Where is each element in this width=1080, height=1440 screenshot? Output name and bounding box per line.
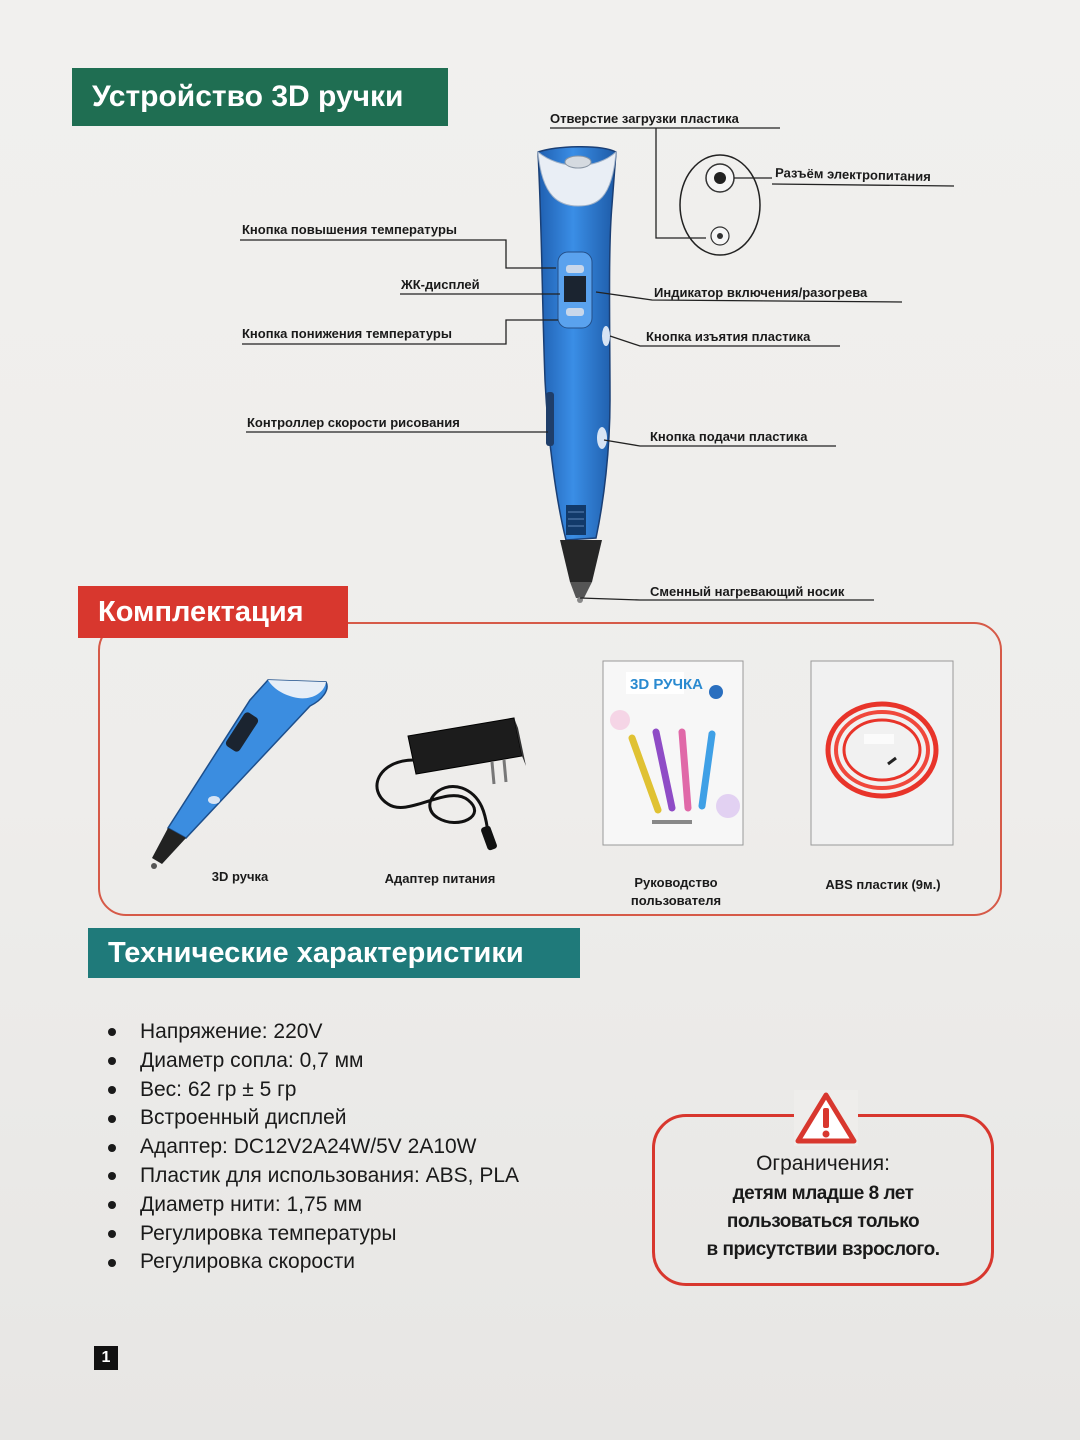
warning-line-2: пользоваться только: [726, 1211, 920, 1232]
label-temp-down: Кнопка понижения температуры: [242, 326, 452, 341]
page-number: 1: [94, 1346, 118, 1370]
spec-item: Пластик для использования: ABS, PLA: [104, 1162, 519, 1191]
section-title-kit: Комплектация: [78, 586, 348, 638]
label-filament-inlet: Отверстие загрузки пластика: [550, 111, 739, 126]
bullet-icon: [108, 1028, 116, 1036]
spec-item: Диаметр сопла: 0,7 мм: [104, 1047, 519, 1076]
warning-line-3: в присутствии взрослого.: [706, 1239, 940, 1260]
manual-cover-title: 3D РУЧКА: [630, 676, 704, 693]
label-nozzle: Сменный нагревающий носик: [650, 584, 845, 599]
kit-adapter-image: [358, 700, 538, 860]
warning-line-1: детям младше 8 лет: [732, 1183, 914, 1204]
label-power-indicator: Индикатор включения/разогрева: [654, 285, 868, 300]
power-socket-inset: [680, 155, 760, 255]
kit-label-plastic: ABS пластик (9м.): [825, 877, 941, 892]
bullet-icon: [108, 1115, 116, 1123]
kit-plastic-image: [810, 660, 954, 846]
spec-item: Адаптер: DC12V2A24W/5V 2A10W: [104, 1133, 519, 1162]
kit-label-manual-line2: пользователя: [630, 893, 722, 908]
specs-list: [104, 1018, 519, 1277]
spec-item: Вес: 62 гр ± 5 гр: [104, 1076, 519, 1105]
label-power-socket: Разъём электропитания: [774, 165, 932, 185]
bullet-icon: [108, 1057, 116, 1065]
warning-title: Ограничения:: [756, 1152, 890, 1175]
kit-manual-image: [602, 660, 744, 846]
kit-label-manual: [606, 874, 746, 910]
warning-triangle-icon: [794, 1090, 858, 1146]
spec-item: Регулировка скорости: [104, 1248, 519, 1277]
spec-item: Регулировка температуры: [104, 1220, 519, 1249]
bullet-icon: [108, 1201, 116, 1209]
label-temp-up: Кнопка повышения температуры: [242, 222, 458, 237]
section-title-device: Устройство 3D ручки: [72, 68, 448, 126]
bullet-icon: [108, 1144, 116, 1152]
label-feed-button: Кнопка подачи пластика: [650, 429, 808, 444]
bullet-icon: [108, 1086, 116, 1094]
label-speed-controller: Контроллер скорости рисования: [247, 415, 460, 430]
spec-item: Напряжение: 220V: [104, 1018, 519, 1047]
kit-label-pen: 3D ручка: [211, 869, 269, 884]
kit-pen-image: [140, 660, 340, 880]
warning-text: [652, 1180, 994, 1264]
spec-item: Встроенный дисплей: [104, 1104, 519, 1133]
label-lcd: ЖК-дисплей: [401, 277, 480, 292]
spec-item: Диаметр нити: 1,75 мм: [104, 1191, 519, 1220]
bullet-icon: [108, 1172, 116, 1180]
kit-label-manual-line1: Руководство: [634, 875, 718, 890]
section-title-specs: Технические характеристики: [88, 928, 580, 978]
kit-label-adapter: Адаптер питания: [384, 871, 496, 886]
pen-diagram: [0, 0, 1080, 620]
bullet-icon: [108, 1230, 116, 1238]
label-unload-button: Кнопка изъятия пластика: [646, 329, 811, 344]
pen-illustration: [538, 147, 616, 603]
bullet-icon: [108, 1259, 116, 1267]
